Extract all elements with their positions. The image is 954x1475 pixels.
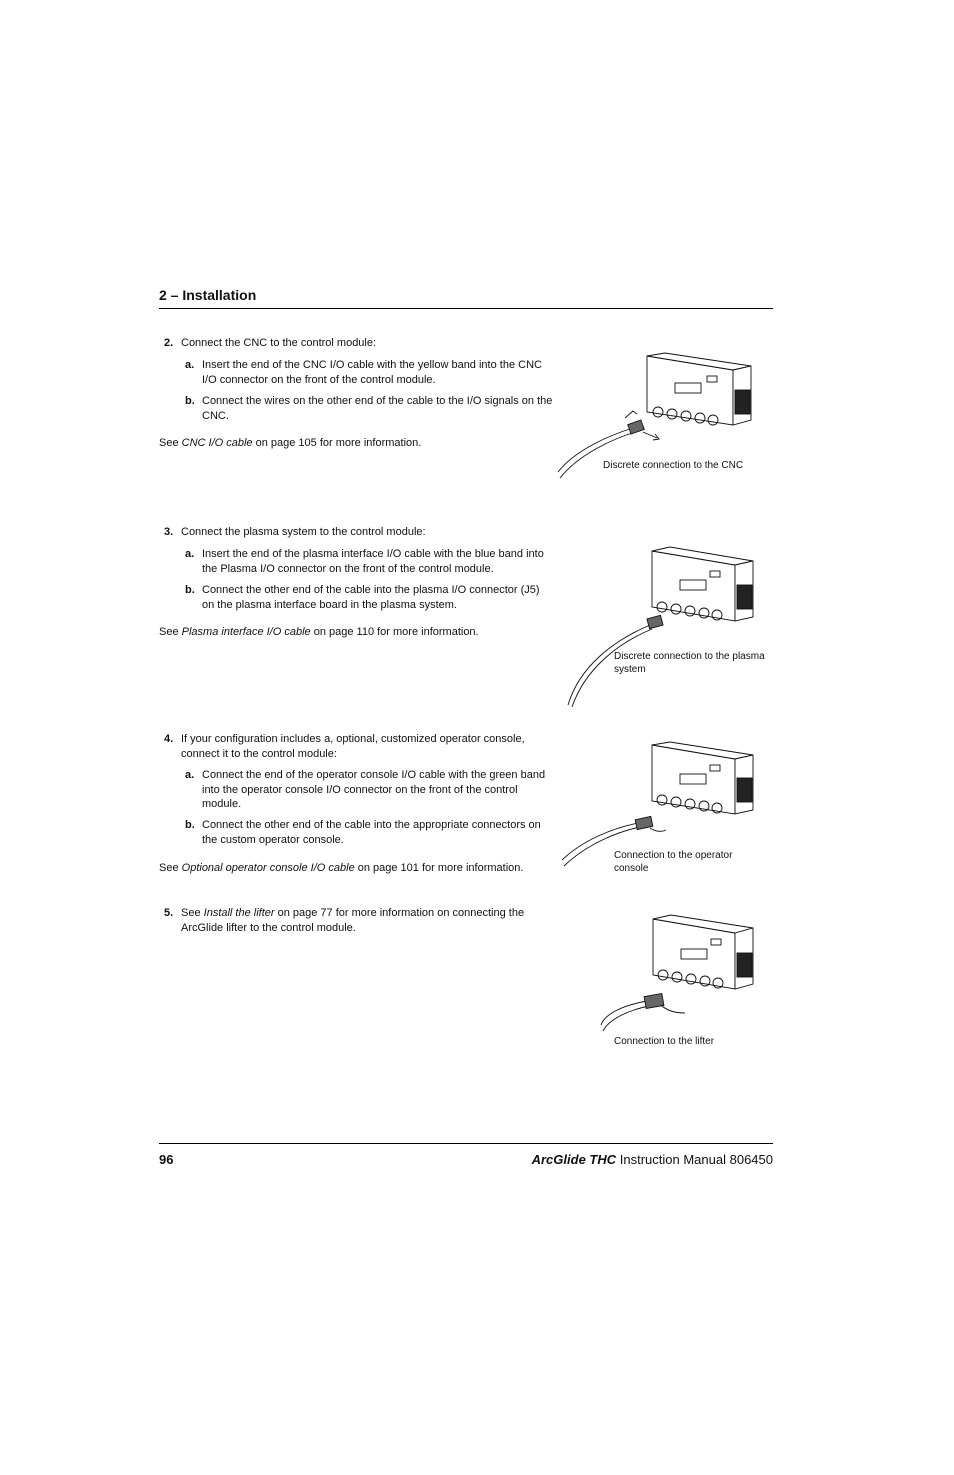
- see-reference: [159, 437, 421, 449]
- substep-text: Insert the end of the CNC I/O cable with the yellow band into the CNC I/O connector on the front of the control module.: [202, 359, 542, 386]
- section-header: 2 – Installation: [159, 287, 257, 303]
- substep-text: Connect the wires on the other end of the cable to the I/O signals on the CNC.: [202, 395, 553, 422]
- substep-letter: a.: [185, 548, 195, 560]
- see-link[interactable]: Install the lifter: [203, 907, 275, 919]
- see-suffix: on page 110 for more information.: [310, 626, 479, 638]
- plasma-connection-illustration: [560, 545, 775, 710]
- see-prefix: See: [159, 626, 182, 638]
- step-number: 2.: [164, 337, 174, 349]
- substep-text: Connect the other end of the cable into the appropriate connectors on the custom operator console.: [202, 819, 541, 846]
- see-reference: [159, 862, 523, 874]
- substep-text: Connect the end of the operator console I/O cable with the green band into the operator console I/O connector on the front of the control module.: [202, 769, 546, 811]
- substep-letter: a.: [185, 769, 195, 781]
- step-number: 4.: [164, 733, 174, 745]
- figure-caption: Discrete connection to the plasma system: [614, 651, 765, 675]
- header-rule: [159, 308, 773, 309]
- substep-text: Connect the other end of the cable into the plasma I/O connector (J5) on the plasma interface board in the plasma system.: [202, 584, 540, 611]
- step-number: 3.: [164, 526, 174, 538]
- step-text: Connect the CNC to the control module:: [181, 337, 377, 349]
- step-text: Connect the plasma system to the control module:: [181, 526, 426, 538]
- doc-title: Instruction Manual: [619, 1152, 726, 1167]
- see-suffix: on page 77 for more information on connecting the ArcGlide lifter to the control module.: [181, 907, 525, 934]
- step-text: [181, 906, 561, 935]
- lifter-connection-illustration: [595, 913, 775, 1048]
- see-link[interactable]: Optional operator console I/O cable: [181, 862, 355, 874]
- see-link[interactable]: Plasma interface I/O cable: [181, 626, 311, 638]
- figure-caption: Connection to the lifter: [614, 1036, 715, 1047]
- footer-doc-info: [532, 1152, 773, 1167]
- substep-letter: a.: [185, 359, 195, 371]
- see-link[interactable]: CNC I/O cable: [181, 437, 253, 449]
- footer-rule: [159, 1143, 773, 1144]
- see-reference: [159, 626, 479, 638]
- substep-text: Insert the end of the plasma interface I/O cable with the blue band into the Plasma I/O connector on the front of the control module.: [202, 548, 544, 575]
- step-text: If your configuration includes a, optional, customized operator console, connect it to the control module:: [181, 733, 525, 760]
- see-prefix: See: [159, 862, 182, 874]
- see-suffix: on page 105 for more information.: [252, 437, 422, 449]
- product-name: ArcGlide THC: [531, 1152, 617, 1167]
- substep-letter: b.: [185, 584, 195, 596]
- doc-number: 806450: [729, 1152, 773, 1167]
- see-prefix: See: [181, 907, 204, 919]
- see-suffix: on page 101 for more information.: [354, 862, 524, 874]
- page-number: 96: [159, 1152, 174, 1167]
- substep-letter: b.: [185, 819, 195, 831]
- step-number: 5.: [164, 907, 174, 919]
- figure-caption: Discrete connection to the CNC: [603, 460, 744, 471]
- see-prefix: See: [159, 437, 182, 449]
- figure-caption: Connection to the operator console: [614, 850, 733, 874]
- substep-letter: b.: [185, 395, 195, 407]
